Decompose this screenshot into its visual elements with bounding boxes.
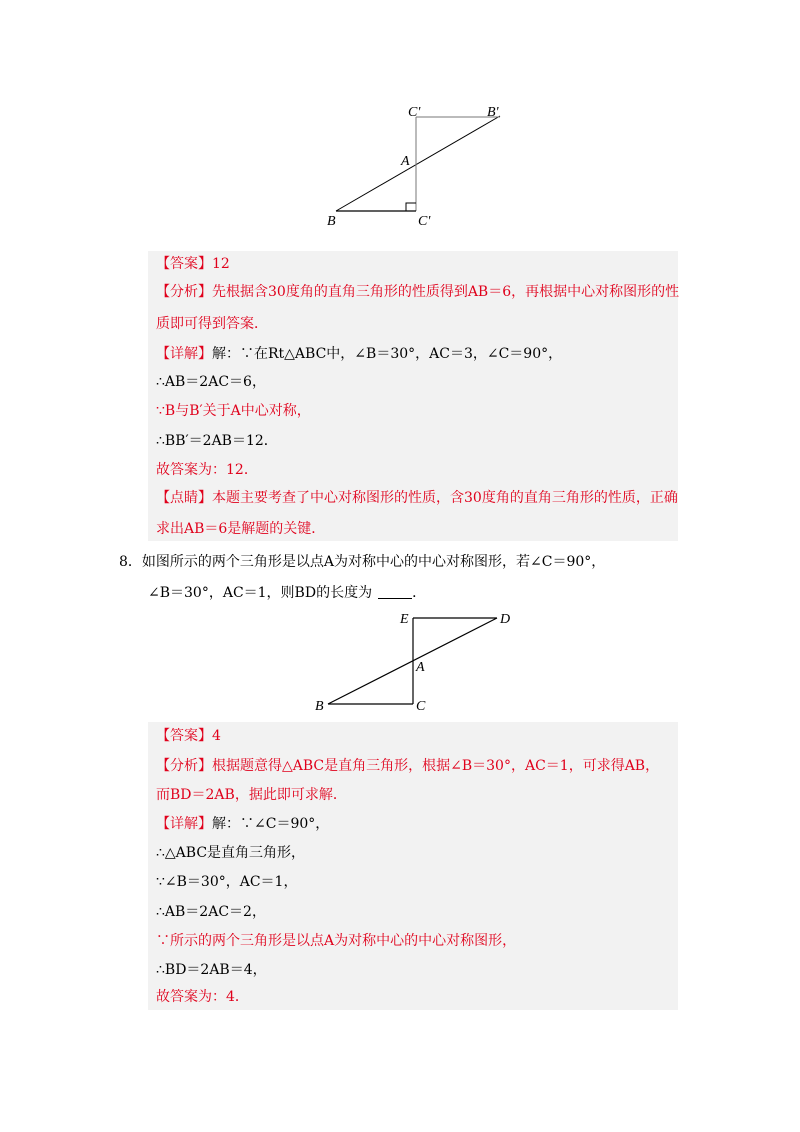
question-number: 8． [119,554,142,570]
comment-line-1: 【点睛】本题主要考查了中心对称图形的性质，含30度角的直角三角形的性质，正确 [156,490,678,506]
analysis-line-2: 质即可得到答案． [156,316,268,332]
solution-box-problem7 [148,251,678,541]
detail-tag: 【详解】 [156,816,212,832]
analysis-tag: 【分析】 [156,284,212,300]
detail-tag: 【详解】 [156,346,212,362]
detail-line-3: ∵∠B＝30°，AC＝1， [156,874,298,890]
figure-problem8 [310,605,520,720]
analysis-line-1: 【分析】先根据含30度角的直角三角形的性质得到AB＝6，再根据中心对称图形的性 [156,284,680,300]
comment-line-2: 求出AB＝6是解题的关键． [156,521,326,537]
answer-tag: 【答案】 [156,256,212,272]
detail-line-2: ∴△ABC是直角三角形， [156,845,306,861]
label-c-prime-top: C' [408,105,421,120]
label-b-prime: B' [487,105,499,120]
label-b: B [327,214,336,229]
figure-problem7 [320,100,520,230]
analysis-line-2: 而BD＝2AB，据此即可求解． [156,787,347,803]
label-a: A [416,660,425,675]
detail-line-4: ∴AB＝2AC＝2， [156,904,266,920]
detail-line-1: 【详解】解：∵∠C＝90°， [156,816,330,832]
segment-bb-prime [336,116,500,211]
answer-value: 12 [212,256,230,272]
analysis-tag: 【分析】 [156,758,212,774]
right-angle-mark [406,203,416,211]
label-e: E [400,612,409,627]
detail-line-2: ∴AB＝2AC＝6， [156,374,266,390]
answer-line [156,726,221,746]
question8-line-1: 8．如图所示的两个三角形是以点A为对称中心的中心对称图形，若∠C＝90°， [119,554,606,570]
detail-line-6: ∴BD＝2AB＝4， [156,962,267,978]
label-b: B [315,699,324,714]
detail-line-1: 【详解】解：∵在Rt△ABC中，∠B＝30°，AC＝3，∠C＝90°， [156,346,563,362]
detail-line-3: ∵B与B′关于A中心对称， [156,403,311,419]
answer-blank [378,584,412,599]
answer-tag: 【答案】 [156,728,212,744]
answer-line [156,254,230,274]
detail-line-5: 故答案为：12． [156,462,258,478]
detail-line-4: ∴BB′＝2AB＝12． [156,433,278,449]
label-d: D [500,612,511,627]
comment-tag: 【点睛】 [156,490,212,506]
answer-value: 4 [212,728,221,744]
question8-line-2: ∠B＝30°，AC＝1，则BD的长度为 ． [148,585,427,601]
analysis-line-1: 【分析】根据题意得△ABC是直角三角形，根据∠B＝30°，AC＝1，可求得AB， [156,758,660,774]
solution-box-problem8 [148,722,678,1010]
detail-line-7: 故答案为：4． [156,989,249,1005]
label-a: A [401,154,410,169]
detail-line-5: ∵所示的两个三角形是以点A为对称中心的中心对称图形， [156,933,517,949]
label-c-bottom: C' [418,214,431,229]
label-c: C [416,699,426,714]
